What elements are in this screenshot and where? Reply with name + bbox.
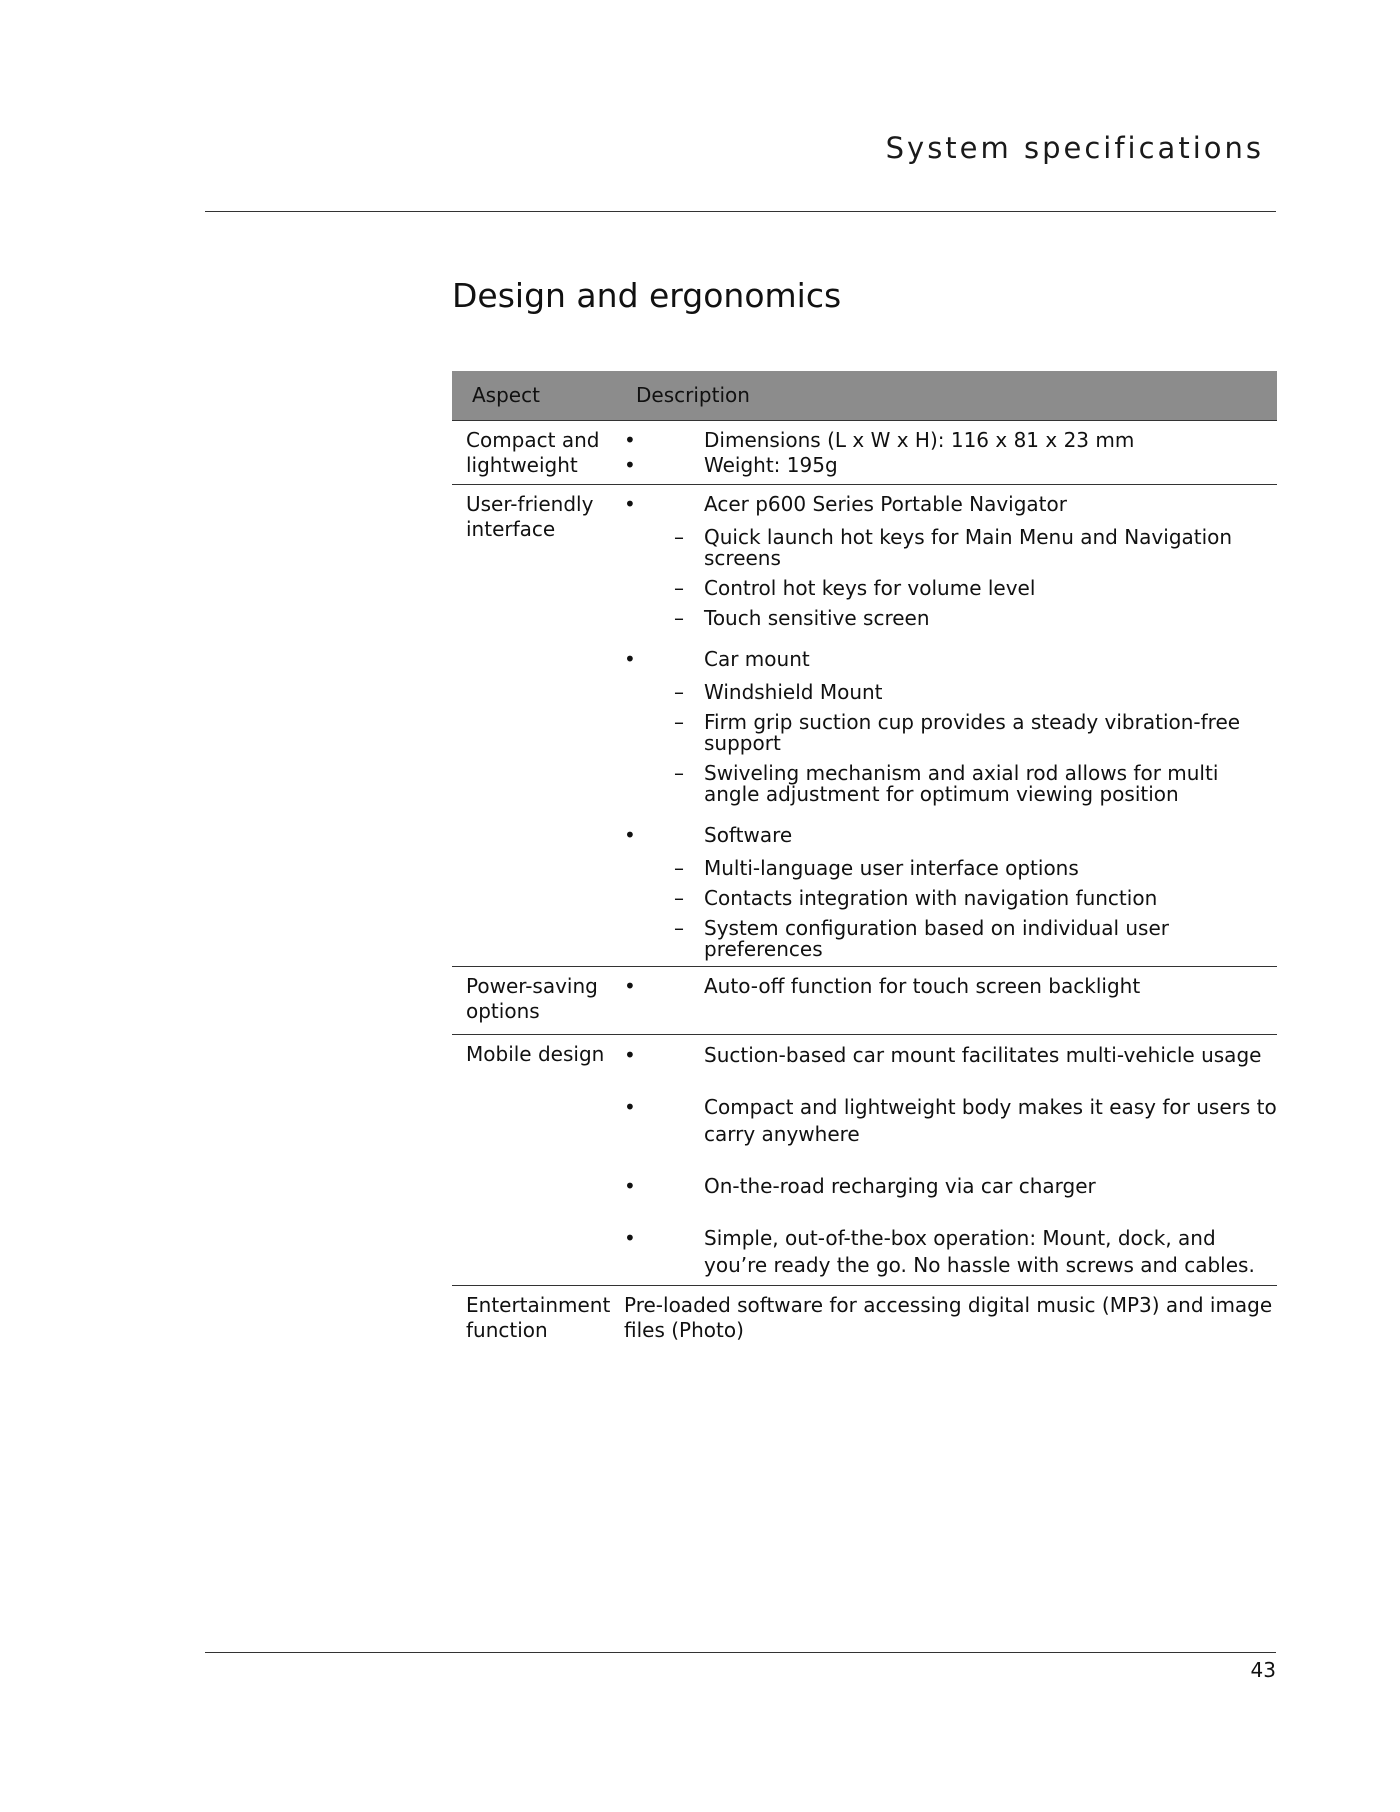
bullet-text: Car mount <box>704 647 810 671</box>
bullet-text: Auto-off function for touch screen backlight <box>704 974 1141 998</box>
bullet-text: Dimensions (L x W x H): 116 x 81 x 23 mm <box>704 428 1135 452</box>
column-header-aspect: Aspect <box>452 371 622 421</box>
table-row <box>452 967 1277 1035</box>
bullet-text: On-the-road recharging via car charger <box>704 1174 1096 1198</box>
description-cell <box>622 967 1277 1035</box>
bullet-item <box>622 974 1277 999</box>
sub-item: – Touch sensitive screen <box>704 608 1277 629</box>
description-cell <box>622 1286 1277 1350</box>
aspect-cell: Power-saving options <box>452 967 622 1035</box>
bullet-text: Software <box>704 823 793 847</box>
bullet-item <box>622 492 1277 629</box>
spec-table <box>452 371 1277 1349</box>
table-row <box>452 1286 1277 1350</box>
bullet-item <box>622 1042 1277 1069</box>
section-title: Design and ergonomics <box>452 276 842 315</box>
aspect-cell: Compact and lightweight <box>452 421 622 485</box>
bullet-list <box>622 974 1277 999</box>
running-header-title: System specifications <box>885 131 1264 165</box>
bullet-text: Suction-based car mount facilitates multi-vehicle usage <box>704 1043 1262 1067</box>
table-row <box>452 485 1277 967</box>
bullet-item <box>622 453 1277 478</box>
sub-list <box>704 527 1277 629</box>
description-cell <box>622 1035 1277 1286</box>
sub-item: – Contacts integration with navigation function <box>704 888 1277 909</box>
bullet-list <box>622 1042 1277 1279</box>
bullet-item <box>622 428 1277 453</box>
footer-rule <box>205 1652 1276 1653</box>
header-rule <box>205 211 1276 212</box>
page-number: 43 <box>1250 1658 1276 1682</box>
bullet-text: Simple, out-of-the-box operation: Mount, dock, and you’re ready the go. No hassle with screws and cables. <box>704 1226 1255 1277</box>
table-row <box>452 1035 1277 1286</box>
aspect-cell: Mobile design <box>452 1035 622 1286</box>
bullet-item <box>622 1225 1277 1279</box>
sub-list <box>704 682 1277 805</box>
column-header-description: Description <box>622 371 1277 421</box>
description-cell <box>622 421 1277 485</box>
bullet-text: Compact and lightweight body makes it easy for users to carry anywhere <box>704 1095 1277 1146</box>
aspect-cell: Entertainment function <box>466 1293 611 1342</box>
sub-item: – Windshield Mount <box>704 682 1277 703</box>
description-text: Pre-loaded software for accessing digital music (MP3) and image files (Photo) <box>624 1293 1273 1342</box>
bullet-item <box>622 1173 1277 1200</box>
sub-item: – Quick launch hot keys for Main Menu and Navigation screens <box>704 527 1277 569</box>
sub-item: – System configuration based on individual user preferences <box>704 918 1277 960</box>
table-header-row <box>452 371 1277 421</box>
sub-item: – Firm grip suction cup provides a steady vibration-free support <box>704 712 1277 754</box>
bullet-item <box>622 1094 1277 1148</box>
description-cell <box>622 485 1277 967</box>
aspect-cell: User-friendly interface <box>452 485 622 967</box>
sub-item: – Control hot keys for volume level <box>704 578 1277 599</box>
sub-item: – Multi-language user interface options <box>704 858 1277 879</box>
bullet-list <box>622 428 1277 478</box>
bullet-item <box>622 647 1277 805</box>
bullet-list <box>622 492 1277 960</box>
bullet-text: Weight: 195g <box>704 453 838 477</box>
sub-item: – Swiveling mechanism and axial rod allows for multi angle adjustment for optimum viewing position <box>704 763 1277 805</box>
sub-list <box>704 858 1277 960</box>
bullet-text: Acer p600 Series Portable Navigator <box>704 492 1067 516</box>
bullet-item <box>622 823 1277 960</box>
table-row <box>452 421 1277 485</box>
